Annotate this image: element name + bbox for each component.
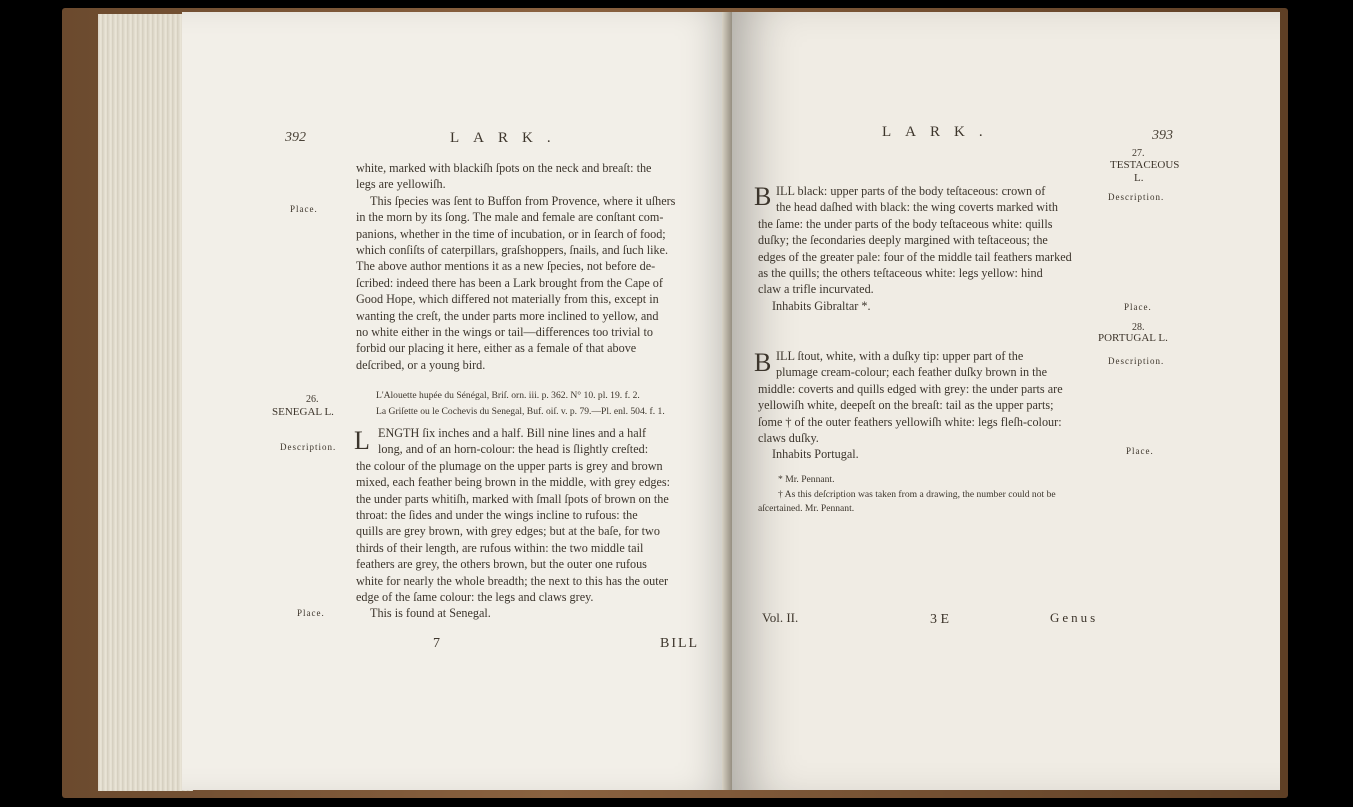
text-line: ILL ſtout, white, with a duſky tip: upper part of the (776, 349, 1024, 363)
text-line: Inhabits Gibraltar *. (772, 298, 871, 313)
text-line: edges of the greater pale: four of the middle tail feathers marked (758, 249, 1072, 264)
text-line: the ſame: the under parts of the body teſtaceous white: quills (758, 216, 1053, 231)
text-line: as the quills; the others teſtaceous white: legs yellow: hind (758, 265, 1043, 280)
text-line: deſcribed, or a young bird. (356, 357, 486, 372)
text-line: duſky; the ſecondaries deeply margined with teſtaceous; the (758, 233, 1048, 248)
margin-place-label: Place. (290, 204, 318, 214)
text-line: The above author mentions it as a new ſpecies, not before de- (356, 259, 656, 274)
text-line: claws duſky. (758, 430, 819, 445)
text-line: ENGTH ſix inches and a half. Bill nine lines and a half (378, 426, 647, 440)
margin-place-label: Place. (1124, 302, 1152, 312)
text-line: the under parts whitiſh, marked with ſmall ſpots of brown on the (356, 491, 669, 506)
text-line: feathers are grey, the others brown, but the outer one rufous (356, 557, 647, 572)
text-line: white, marked with blackiſh ſpots on the neck and breaſt: the (356, 161, 652, 175)
catchword: BILL (660, 636, 700, 651)
drop-cap: L (354, 426, 370, 455)
text-line: edge of the ſame colour: the legs and claws grey. (356, 589, 594, 604)
paragraph-description (356, 425, 670, 622)
text-line: forbid our placing it here, either as a female of that above (356, 341, 637, 356)
margin-description-label: Description. (1108, 356, 1165, 366)
text-line: no white either in the wings or tail—differences too trivial to (356, 324, 653, 339)
text-line: yellowiſh white, deepeſt on the breaſt: tail as the upper parts; (758, 398, 1054, 413)
text-line: legs are yellowiſh. (356, 177, 446, 192)
text-line: the colour of the plumage on the upper parts is grey and brown (356, 458, 663, 473)
left-page (182, 12, 732, 790)
species-name: SENEGAL L. (272, 406, 334, 418)
margin-description-label: Description. (1108, 192, 1165, 202)
synonym-line: La Griſette ou le Cochevis du Senegal, Buf. oiſ. v. p. 79.—Pl. enl. 504. f. 1. (376, 406, 665, 417)
paragraph-description (758, 348, 1063, 463)
species-number: 28. (1132, 322, 1145, 333)
text-line: thirds of their length, are rufous within: the two middle tail (356, 540, 644, 555)
drop-cap: B (754, 182, 772, 211)
text-line: This ſpecies was ſent to Buffon from Provence, where it uſhers (370, 193, 676, 208)
species-name-suffix: L. (1134, 172, 1144, 184)
margin-description-label: Description. (280, 442, 337, 452)
text-line: ſome † of the outer feathers yellowiſh white: legs fleſh-colour: (758, 414, 1062, 429)
synonym-line: L'Alouette hupée du Sénégal, Briſ. orn. iii. p. 362. N° 10. pl. 19. f. 2. (376, 390, 640, 401)
text-line: This is found at Senegal. (370, 606, 491, 621)
text-line: wanting the creſt, the under parts more inclined to yellow, and (356, 308, 659, 323)
drop-cap: B (754, 348, 772, 377)
volume-label: Vol. II. (762, 610, 799, 625)
species-number: 27. (1132, 148, 1145, 159)
text-line: throat: the ſides and under the wings incline to rufous: the (356, 507, 638, 522)
text-line: claw a trifle incurvated. (758, 282, 874, 297)
paragraph-description (356, 160, 675, 373)
text-line: Inhabits Portugal. (772, 447, 859, 462)
running-head: LARK. (882, 124, 997, 140)
text-line: mixed, each feather being brown in the middle, with grey edges: (356, 475, 671, 490)
species-name: PORTUGAL L. (1098, 332, 1168, 344)
right-page (732, 12, 1280, 790)
text-line: long, and of an horn-colour: the head is ſlightly creſted: (378, 442, 649, 457)
margin-place-label: Place. (297, 608, 325, 618)
running-head: LARK. (450, 130, 565, 146)
page-edges (98, 14, 193, 791)
text-line: plumage cream-colour; each feather duſky brown in the (776, 365, 1048, 380)
species-number: 26. (306, 394, 319, 405)
footnote: * Mr. Pennant. (778, 474, 835, 485)
text-line: which conſiſts of caterpillars, graſshoppers, ſnails, and ſuch like. (356, 242, 669, 257)
text-line: panions, whether in the time of incubation, or in ſearch of food; (356, 226, 666, 241)
text-line: white for nearly the whole breadth; the next to this has the outer (356, 573, 669, 588)
catchword: Genus (1050, 610, 1099, 625)
margin-place-label: Place. (1126, 446, 1154, 456)
footnote: † As this deſcription was taken from a drawing, the number could not be (778, 489, 1056, 500)
text-line: Good Hope, which differed not materially from this, except in (356, 292, 659, 307)
text-line: middle: coverts and quills edged with grey: the under parts are (758, 381, 1063, 396)
page-number: 393 (1152, 128, 1173, 143)
signature-mark: 3 E (930, 612, 950, 627)
text-line: quills are grey brown, with grey edges; but at the baſe, for two (356, 524, 660, 539)
paragraph-description (758, 183, 1072, 314)
text-line: ILL black: upper parts of the body teſtaceous: crown of (776, 184, 1046, 198)
page-number: 392 (285, 130, 306, 145)
footnote: aſcertained. Mr. Pennant. (758, 503, 855, 514)
text-line: the head daſhed with black: the wing coverts marked with (776, 200, 1058, 215)
species-name: TESTACEOUS (1110, 159, 1180, 171)
signature-mark: 7 (433, 636, 440, 651)
text-line: ſcribed: indeed there has been a Lark brought from the Cape of (356, 275, 663, 290)
text-line: in the morn by its ſong. The male and female are conſtant com- (356, 210, 664, 225)
